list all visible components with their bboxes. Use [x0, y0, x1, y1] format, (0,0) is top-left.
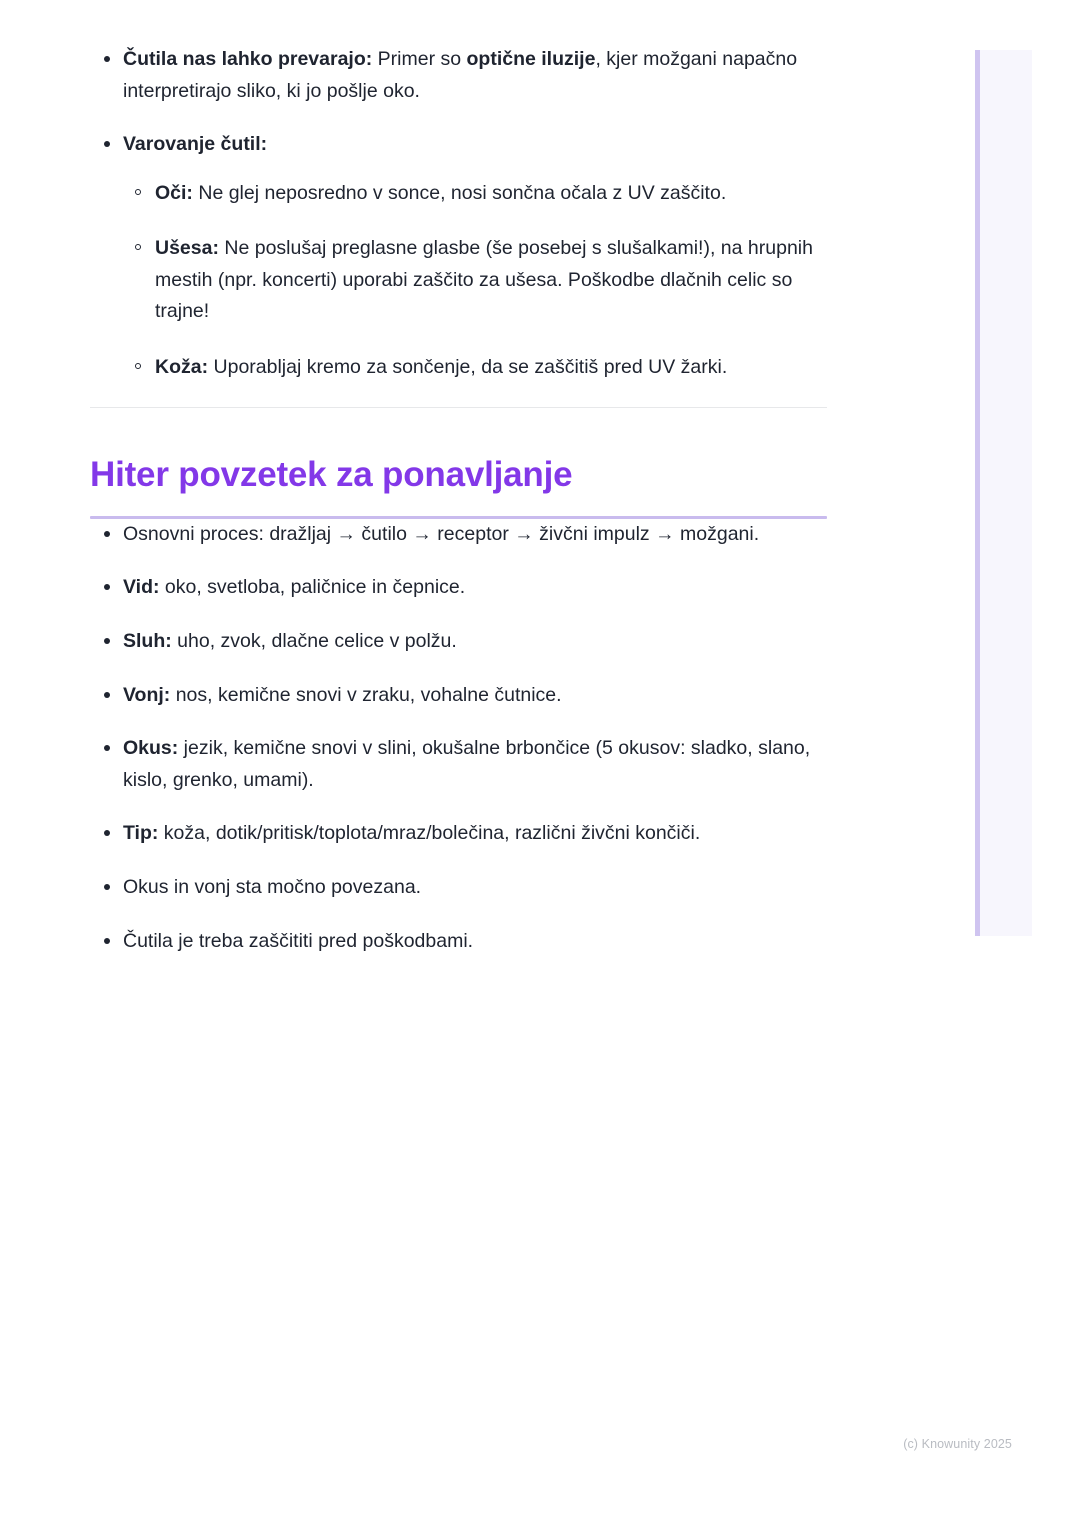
summary-item-hearing-lead: Sluh:: [123, 630, 172, 653]
summary-item-touch-text: koža, dotik/pritisk/toplota/mraz/bolečina, različni živčni končiči.: [158, 822, 701, 845]
summary-item-touch-lead: Tip:: [123, 822, 159, 845]
sub-item-ears: [123, 233, 827, 328]
summary-item-taste-smell-link-text: Okus in vonj sta močno povezana.: [123, 875, 422, 898]
summary-item-taste-lead: Okus:: [123, 737, 179, 760]
sub-item-eyes-text: Ne glej neposredno v sonce, nosi sončna očala z UV zaščito.: [192, 181, 727, 204]
summary-item-taste-text: jezik, kemične snovi v slini, okušalne brbončice (5 okusov: sladko, slano, kislo, grenko, umami).: [123, 737, 811, 791]
summary-item-taste: [90, 733, 827, 796]
list-item-illusions: [90, 44, 827, 107]
sub-item-ears-lead: Ušesa:: [155, 237, 219, 260]
summary-item-sight-text: oko, svetloba, paličnice in čepnice.: [159, 576, 466, 599]
list-item-protection: [90, 129, 827, 383]
summary-item-process: [90, 519, 827, 551]
summary-item-sight-lead: Vid:: [123, 576, 160, 599]
quick-summary-list: [90, 519, 827, 957]
list-item-illusions-mid: Primer so: [372, 48, 467, 70]
section-divider: [90, 407, 827, 408]
sub-item-skin-text: Uporabljaj kremo za sončenje, da se zaščitiš pred UV žarki.: [208, 356, 728, 379]
sub-item-ears-text: Ne poslušaj preglasne glasbe (še posebej s slušalkami!), na hrupnih mestih (npr. koncerti) uporabi zaščito za ušesa. Poškodbe dlačnih celic so trajne!: [155, 237, 813, 323]
summary-item-smell-lead: Vonj:: [123, 683, 171, 706]
document-content: [90, 44, 827, 957]
footer-copyright: (c) Knowunity 2025: [903, 1437, 1012, 1451]
summary-item-hearing-text: uho, zvok, dlačne celice v polžu.: [171, 630, 457, 653]
summary-item-touch: [90, 818, 827, 850]
summary-item-protect-text: Čutila je treba zaščititi pred poškodbami.: [123, 929, 474, 952]
protection-sublist: [123, 178, 827, 384]
list-item-illusions-tail: , kjer možgani napačno interpretirajo sliko, ki jo pošlje oko.: [123, 48, 798, 102]
side-callout-strip: [975, 50, 1032, 936]
sub-item-eyes: [123, 178, 827, 210]
summary-item-taste-smell-link: [90, 872, 827, 904]
senses-protection-list: [90, 44, 827, 384]
summary-item-hearing: [90, 626, 827, 658]
sub-item-eyes-lead: Oči:: [155, 181, 193, 204]
list-item-illusions-emphasis: optične iluzije: [466, 48, 596, 70]
summary-item-smell-text: nos, kemične snovi v zraku, vohalne čutnice.: [170, 683, 562, 706]
summary-item-protect: [90, 926, 827, 958]
sub-item-skin-lead: Koža:: [155, 356, 209, 379]
summary-item-process-text: Osnovni proces: dražljaj → čutilo → receptor → živčni impulz → možgani.: [123, 522, 760, 545]
summary-item-sight: [90, 572, 827, 604]
section-heading-summary: Hiter povzetek za ponavljanje: [90, 454, 573, 494]
sub-item-skin: [123, 352, 827, 384]
list-item-protection-lead: Varovanje čutil:: [123, 133, 268, 156]
list-item-illusions-lead: Čutila nas lahko prevarajo:: [123, 48, 373, 70]
summary-item-smell: [90, 680, 827, 712]
